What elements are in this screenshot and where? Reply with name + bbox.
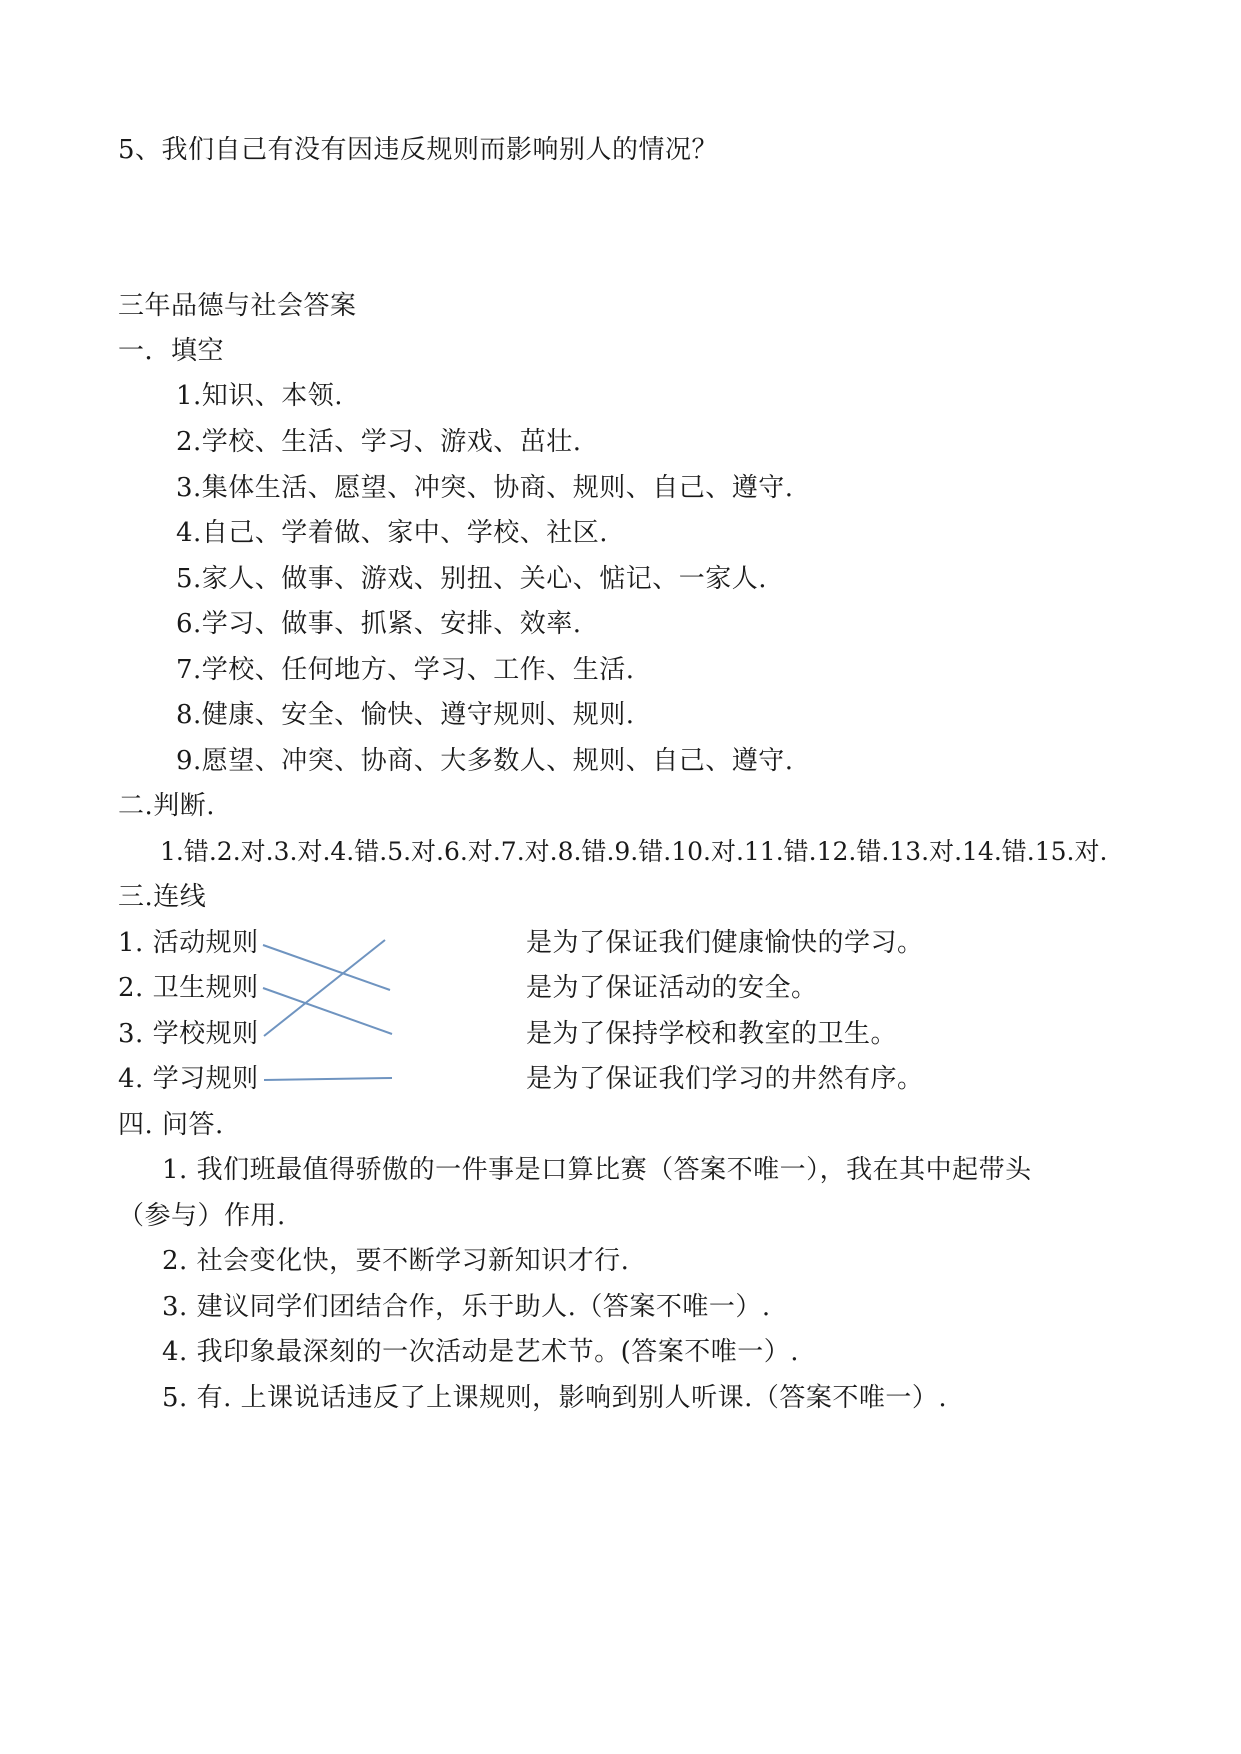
judgment-answers: 1.错.2.对.3.对.4.错.5.对.6.对.7.对.8.错.9.错.10.对.11.错.12.错.13.对.14.错.15.对.	[160, 837, 1108, 866]
qa-item: 4. 我印象最深刻的一次活动是艺术节。(答案不唯一）.	[162, 1337, 799, 1367]
qa-item-continued: （参与）作用.	[118, 1201, 286, 1231]
section-fill-blank-heading: 一．填空	[118, 336, 225, 366]
section-judgment-heading: 二.判断.	[118, 791, 216, 821]
fill-blank-item: 8.健康、安全、愉快、遵守规则、规则.	[176, 700, 635, 730]
fill-blank-item: 7.学校、任何地方、学习、工作、生活.	[176, 655, 635, 685]
section-matching-heading: 三.连线	[118, 882, 207, 912]
match-right-item: 是为了保持学校和教室的卫生。	[526, 1019, 898, 1049]
match-right-item: 是为了保证活动的安全。	[526, 973, 818, 1003]
question-5: 5、我们自己有没有因违反规则而影响别人的情况？	[118, 135, 719, 165]
qa-item: 1. 我们班最值得骄傲的一件事是口算比赛（答案不唯一），我在其中起带头	[162, 1155, 1032, 1185]
match-left-item: 1. 活动规则	[118, 928, 259, 958]
connector-line	[263, 988, 392, 1034]
connector-line	[264, 1078, 392, 1080]
fill-blank-item: 5.家人、做事、游戏、别扭、关心、惦记、一家人.	[176, 564, 768, 594]
match-left-item: 2. 卫生规则	[118, 973, 259, 1003]
match-left-item: 3. 学校规则	[118, 1019, 259, 1049]
qa-item: 5. 有. 上课说话违反了上课规则，影响到别人听课.（答案不唯一）.	[162, 1383, 948, 1413]
match-right-item: 是为了保证我们健康愉快的学习。	[526, 928, 924, 958]
fill-blank-item: 9.愿望、冲突、协商、大多数人、规则、自己、遵守.	[176, 746, 794, 776]
connector-line	[264, 940, 385, 1036]
fill-blank-item: 2.学校、生活、学习、游戏、茁壮.	[176, 427, 582, 457]
fill-blank-item: 4.自己、学着做、家中、学校、社区.	[176, 518, 609, 548]
match-left-item: 4. 学习规则	[118, 1064, 259, 1094]
fill-blank-item: 6.学习、做事、抓紧、安排、效率.	[176, 609, 582, 639]
answers-title: 三年品德与社会答案	[118, 291, 357, 321]
fill-blank-item: 3.集体生活、愿望、冲突、协商、规则、自己、遵守.	[176, 473, 794, 503]
section-qa-heading: 四. 问答.	[118, 1110, 224, 1140]
qa-item: 3. 建议同学们团结合作，乐于助人.（答案不唯一）.	[162, 1292, 771, 1322]
match-right-item: 是为了保证我们学习的井然有序。	[526, 1064, 924, 1094]
fill-blank-item: 1.知识、本领.	[176, 381, 344, 411]
qa-item: 2. 社会变化快，要不断学习新知识才行.	[162, 1246, 630, 1276]
